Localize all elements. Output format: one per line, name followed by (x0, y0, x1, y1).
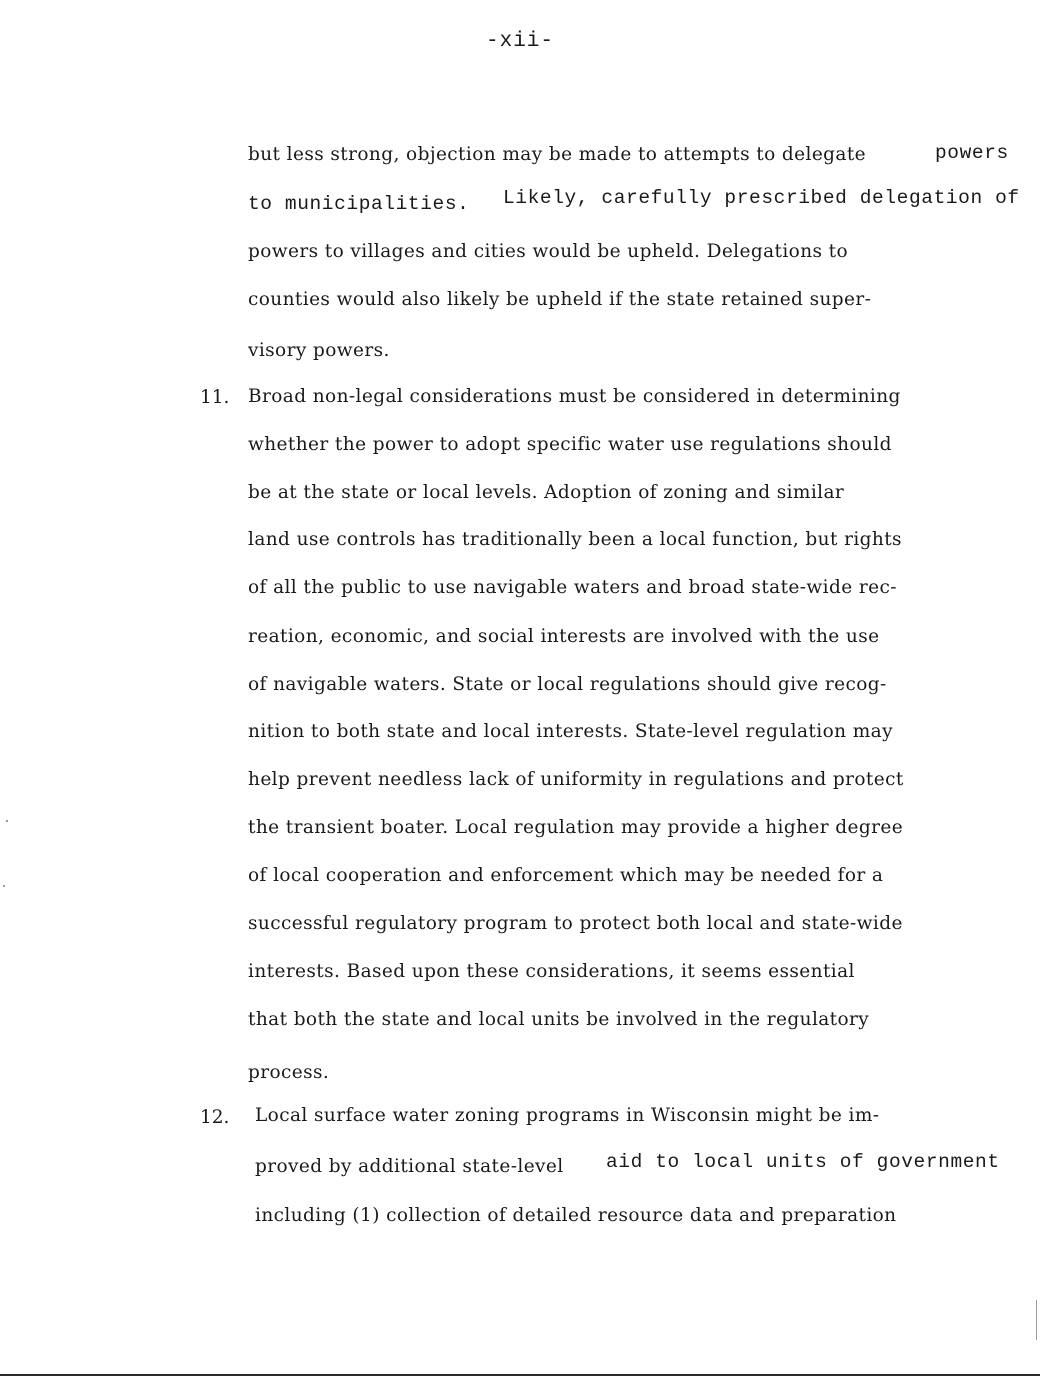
item-number: 12. (200, 1107, 230, 1128)
body-line: Broad non-legal considerations must be considered in determining (248, 386, 901, 407)
body-line: land use controls has traditionally been a local function, but rights (248, 529, 902, 550)
body-line: process. (248, 1062, 330, 1083)
body-line: of local cooperation and enforcement which may be needed for a (248, 865, 884, 886)
body-line: whether the power to adopt specific water use regulations should (248, 434, 892, 455)
body-line: help prevent needless lack of uniformity in regulations and protect (248, 769, 904, 790)
body-line: visory powers. (248, 340, 390, 361)
body-line: successful regulatory program to protect both local and state-wide (248, 913, 903, 934)
body-line: interests. Based upon these considerations, it seems essential (248, 961, 855, 982)
body-line: of all the public to use navigable waters and broad state-wide rec- (248, 577, 897, 598)
body-line: including (1) collection of detailed resource data and preparation (255, 1205, 897, 1226)
scan-speck (3, 885, 5, 887)
body-line-typed: to municipalities. (248, 193, 470, 215)
body-line-typed: aid to local units of government (606, 1151, 1000, 1173)
body-line: that both the state and local units be involved in the regulatory (248, 1009, 870, 1030)
body-line: proved by additional state-level (255, 1156, 564, 1177)
body-line: the transient boater. Local regulation may provide a higher degree (248, 817, 904, 838)
item-number: 11. (200, 387, 230, 408)
body-line: reation, economic, and social interests are involved with the use (248, 626, 880, 647)
body-line: nition to both state and local interests. State-level regulation may (248, 721, 893, 742)
scan-speck (6, 820, 8, 822)
body-line: of navigable waters. State or local regulations should give recog- (248, 674, 887, 695)
body-line: counties would also likely be upheld if the state retained super- (248, 289, 872, 310)
bottom-rule (0, 1374, 1040, 1376)
body-line: powers to villages and cities would be upheld. Delegations to (248, 241, 849, 262)
scan-edge-mark (1036, 1300, 1037, 1340)
body-line: be at the state or local levels. Adoption of zoning and similar (248, 482, 845, 503)
body-line: but less strong, objection may be made to attempts to delegate (248, 144, 867, 165)
body-line: Local surface water zoning programs in Wisconsin might be im- (255, 1105, 880, 1126)
body-line-typed: Likely, carefully prescribed delegation of (503, 187, 1020, 209)
page-number: -xii- (485, 30, 554, 53)
body-line-typed: powers (935, 142, 1009, 164)
